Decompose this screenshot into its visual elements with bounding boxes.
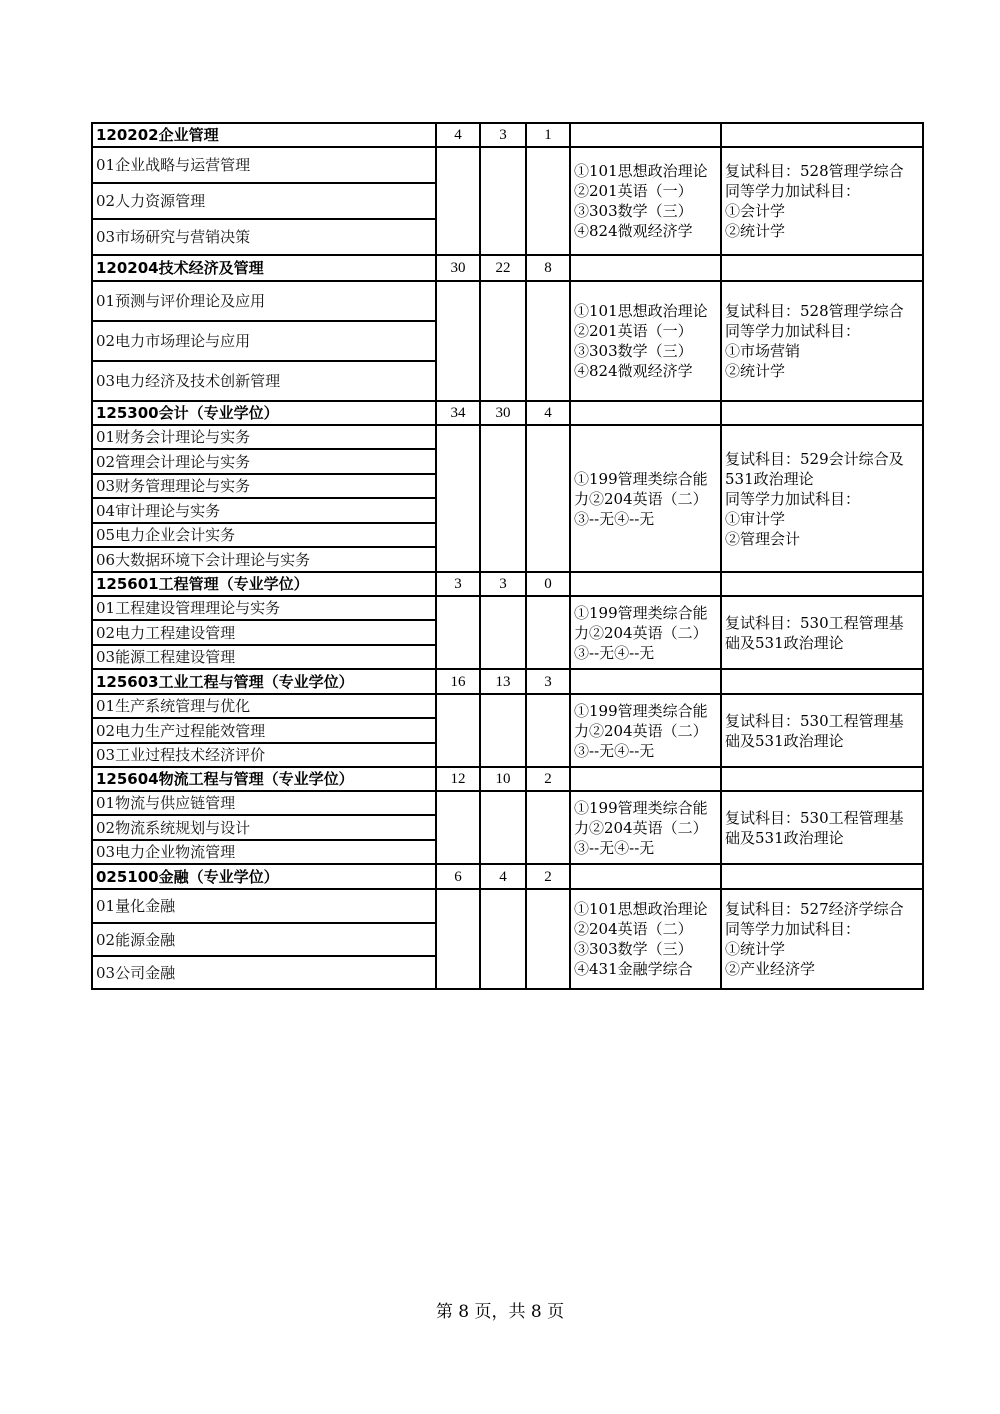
retest-subject-line: 础及531政治理论 — [725, 828, 844, 847]
exam-subject-line: 力②204英语（二） — [574, 623, 708, 642]
research-direction: 01工程建设管理理论与实务 — [92, 596, 436, 620]
exam-header-empty — [570, 767, 721, 791]
retest-subject-line: ①审计学 — [725, 509, 786, 528]
retest-subject-line: ①会计学 — [725, 202, 786, 220]
research-direction: 01生产系统管理与优化 — [92, 694, 436, 718]
exam-subject-line: ④824微观经济学 — [574, 222, 693, 240]
retest-header-empty — [721, 669, 923, 694]
program-header-row — [92, 123, 923, 147]
exam-subjects — [570, 425, 721, 572]
research-direction: 02物流系统规划与设计 — [92, 815, 436, 840]
research-direction: 01企业战略与运营管理 — [92, 147, 436, 183]
exam-subjects — [570, 281, 721, 401]
total-count: 6 — [436, 864, 480, 889]
retest-subject-line: 复试科目：528管理学综合 — [725, 162, 904, 180]
retest-subject-line: 531政治理论 — [725, 469, 814, 488]
exam-subjects — [570, 791, 721, 864]
plan-b-count: 4 — [526, 401, 570, 425]
total-count: 16 — [436, 669, 480, 694]
enrollment-plan-table — [91, 122, 924, 990]
research-direction: 01预测与评价理论及应用 — [92, 281, 436, 321]
blank-plan-a — [480, 694, 526, 767]
plan-b-count: 3 — [526, 669, 570, 694]
exam-subject-line: ①101思想政治理论 — [574, 162, 708, 180]
exam-header-empty — [570, 123, 721, 147]
research-direction: 02管理会计理论与实务 — [92, 449, 436, 474]
exam-subject-line: 力②204英语（二） — [574, 721, 708, 740]
retest-subjects — [721, 889, 923, 989]
plan-b-count: 8 — [526, 255, 570, 281]
retest-subjects — [721, 791, 923, 864]
total-count: 12 — [436, 767, 480, 791]
exam-subjects — [570, 889, 721, 989]
exam-subject-line: ③--无④--无 — [574, 838, 655, 857]
retest-subjects — [721, 596, 923, 669]
retest-subjects — [721, 425, 923, 572]
research-direction: 03电力企业物流管理 — [92, 840, 436, 864]
direction-row — [92, 425, 923, 449]
blank-total — [436, 147, 480, 255]
plan-a-count: 22 — [480, 255, 526, 281]
page-footer: 第 8 页，共 8 页 — [435, 1302, 565, 1322]
research-direction: 02人力资源管理 — [92, 183, 436, 219]
retest-subject-line: 复试科目：530工程管理基 — [725, 808, 904, 827]
exam-subjects — [570, 694, 721, 767]
blank-plan-a — [480, 425, 526, 572]
retest-subject-line: 复试科目：529会计综合及 — [725, 449, 904, 468]
retest-subject-line: 复试科目：527经济学综合 — [725, 900, 904, 918]
exam-subject-line: ②201英语（一） — [574, 322, 693, 340]
plan-a-count: 4 — [480, 864, 526, 889]
exam-header-empty — [570, 572, 721, 596]
exam-header-empty — [570, 401, 721, 425]
plan-a-count: 3 — [480, 572, 526, 596]
research-direction: 01量化金融 — [92, 889, 436, 923]
program-header-row — [92, 401, 923, 425]
research-direction: 03公司金融 — [92, 956, 436, 989]
program-name: 125604物流工程与管理（专业学位） — [92, 767, 436, 791]
blank-plan-b — [526, 889, 570, 989]
retest-subject-line: 同等学力加试科目： — [725, 920, 861, 938]
exam-subject-line: ①101思想政治理论 — [574, 302, 708, 320]
blank-plan-b — [526, 281, 570, 401]
program-header-row — [92, 767, 923, 791]
research-direction: 01财务会计理论与实务 — [92, 425, 436, 449]
retest-subject-line: ①市场营销 — [725, 342, 801, 360]
retest-subject-line: 同等学力加试科目： — [725, 489, 861, 508]
plan-b-count: 0 — [526, 572, 570, 596]
total-count: 34 — [436, 401, 480, 425]
retest-subject-line: ②产业经济学 — [725, 960, 816, 978]
research-direction: 06大数据环境下会计理论与实务 — [92, 547, 436, 572]
exam-subject-line: ③--无④--无 — [574, 741, 655, 760]
exam-subject-line: ④431金融学综合 — [574, 960, 693, 978]
research-direction: 03电力经济及技术创新管理 — [92, 361, 436, 401]
exam-subject-line: ④824微观经济学 — [574, 362, 693, 380]
exam-subject-line: ①101思想政治理论 — [574, 900, 708, 918]
research-direction: 01物流与供应链管理 — [92, 791, 436, 815]
plan-a-count: 3 — [480, 123, 526, 147]
total-count: 3 — [436, 572, 480, 596]
exam-subject-line: ①199管理类综合能 — [574, 603, 708, 622]
direction-row — [92, 694, 923, 718]
blank-total — [436, 425, 480, 572]
total-count: 30 — [436, 255, 480, 281]
exam-subject-line: ③303数学（三） — [574, 202, 693, 220]
blank-plan-a — [480, 791, 526, 864]
retest-subject-line: 同等学力加试科目： — [725, 322, 861, 340]
program-name: 120204技术经济及管理 — [92, 255, 436, 281]
program-header-row — [92, 864, 923, 889]
direction-row — [92, 889, 923, 923]
retest-subjects — [721, 147, 923, 255]
blank-total — [436, 889, 480, 989]
blank-plan-b — [526, 147, 570, 255]
blank-total — [436, 791, 480, 864]
retest-subject-line: 复试科目：530工程管理基 — [725, 711, 904, 730]
exam-header-empty — [570, 255, 721, 281]
direction-row — [92, 281, 923, 321]
retest-header-empty — [721, 767, 923, 791]
exam-subjects — [570, 147, 721, 255]
research-direction: 03财务管理理论与实务 — [92, 474, 436, 498]
plan-b-count: 2 — [526, 767, 570, 791]
plan-b-count: 2 — [526, 864, 570, 889]
retest-header-empty — [721, 123, 923, 147]
exam-header-empty — [570, 864, 721, 889]
blank-plan-b — [526, 791, 570, 864]
retest-header-empty — [721, 255, 923, 281]
plan-a-count: 30 — [480, 401, 526, 425]
research-direction: 02电力工程建设管理 — [92, 620, 436, 645]
retest-subject-line: ①统计学 — [725, 940, 786, 958]
program-name: 125601工程管理（专业学位） — [92, 572, 436, 596]
blank-total — [436, 596, 480, 669]
research-direction: 04审计理论与实务 — [92, 498, 436, 523]
blank-total — [436, 281, 480, 401]
retest-header-empty — [721, 401, 923, 425]
exam-subject-line: ③--无④--无 — [574, 509, 655, 528]
retest-subjects — [721, 694, 923, 767]
plan-a-count: 10 — [480, 767, 526, 791]
exam-subject-line: ③303数学（三） — [574, 940, 693, 958]
program-name: 125300会计（专业学位） — [92, 401, 436, 425]
research-direction: 03能源工程建设管理 — [92, 645, 436, 669]
retest-subject-line: ②管理会计 — [725, 529, 801, 548]
exam-subject-line: ②204英语（二） — [574, 920, 693, 938]
blank-plan-a — [480, 281, 526, 401]
plan-b-count: 1 — [526, 123, 570, 147]
blank-total — [436, 694, 480, 767]
research-direction: 03工业过程技术经济评价 — [92, 743, 436, 767]
program-header-row — [92, 669, 923, 694]
direction-row — [92, 596, 923, 620]
exam-subject-line: 力②204英语（二） — [574, 818, 708, 837]
blank-plan-a — [480, 596, 526, 669]
retest-subject-line: ②统计学 — [725, 362, 786, 380]
retest-subject-line: 复试科目：528管理学综合 — [725, 302, 904, 320]
retest-header-empty — [721, 864, 923, 889]
blank-plan-a — [480, 889, 526, 989]
retest-subject-line: 础及531政治理论 — [725, 731, 844, 750]
exam-subject-line: ①199管理类综合能 — [574, 469, 708, 488]
exam-header-empty — [570, 669, 721, 694]
research-direction: 02电力市场理论与应用 — [92, 321, 436, 361]
table-body — [92, 123, 923, 989]
program-name: 125603工业工程与管理（专业学位） — [92, 669, 436, 694]
retest-subject-line: ②统计学 — [725, 222, 786, 240]
exam-subject-line: ③--无④--无 — [574, 643, 655, 662]
program-name: 025100金融（专业学位） — [92, 864, 436, 889]
direction-row — [92, 147, 923, 183]
total-count: 4 — [436, 123, 480, 147]
retest-header-empty — [721, 572, 923, 596]
exam-subject-line: ③303数学（三） — [574, 342, 693, 360]
exam-subject-line: ①199管理类综合能 — [574, 701, 708, 720]
program-name: 120202企业管理 — [92, 123, 436, 147]
exam-subject-line: ①199管理类综合能 — [574, 798, 708, 817]
retest-subject-line: 复试科目：530工程管理基 — [725, 613, 904, 632]
blank-plan-a — [480, 147, 526, 255]
exam-subjects — [570, 596, 721, 669]
retest-subject-line: 础及531政治理论 — [725, 633, 844, 652]
exam-subject-line: ②201英语（一） — [574, 182, 693, 200]
blank-plan-b — [526, 425, 570, 572]
exam-subject-line: 力②204英语（二） — [574, 489, 708, 508]
research-direction: 02电力生产过程能效管理 — [92, 718, 436, 743]
research-direction: 02能源金融 — [92, 923, 436, 956]
plan-a-count: 13 — [480, 669, 526, 694]
retest-subjects — [721, 281, 923, 401]
research-direction: 05电力企业会计实务 — [92, 523, 436, 547]
research-direction: 03市场研究与营销决策 — [92, 219, 436, 255]
retest-subject-line: 同等学力加试科目： — [725, 182, 861, 200]
program-header-row — [92, 572, 923, 596]
program-header-row — [92, 255, 923, 281]
blank-plan-b — [526, 596, 570, 669]
direction-row — [92, 791, 923, 815]
blank-plan-b — [526, 694, 570, 767]
